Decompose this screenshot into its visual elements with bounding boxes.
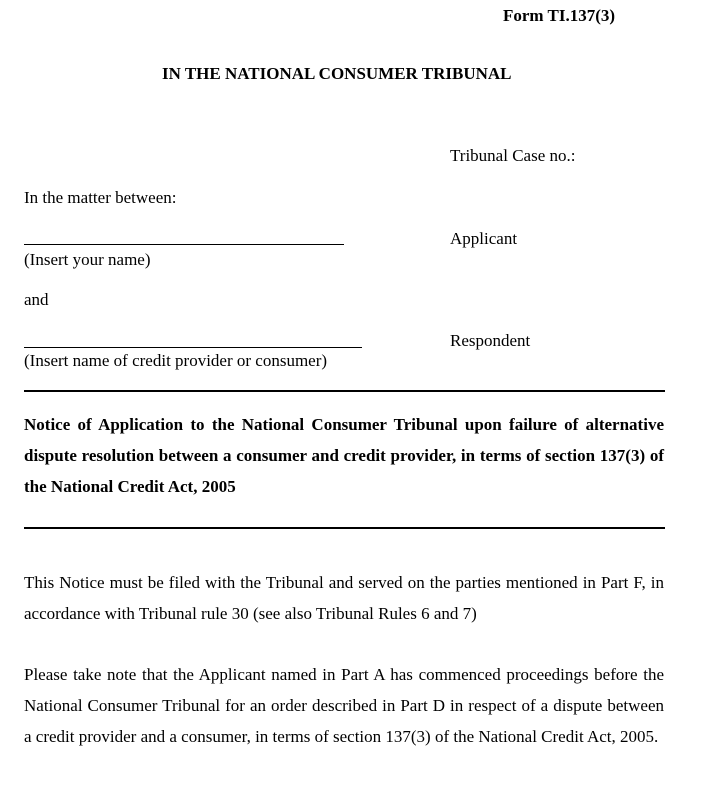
respondent-name-line[interactable] (24, 347, 362, 348)
applicant-name-line[interactable] (24, 244, 344, 245)
matter-between-label: In the matter between: (24, 188, 177, 207)
form-number: Form TI.137(3) (503, 6, 616, 25)
notice-title: Notice of Application to the National Consumer Tribunal upon failure of alternative dispute resolution between a consumer and credit provider, in terms of section 137(3) of the National Credit Act, 2005 (24, 415, 664, 496)
applicant-hint: (Insert your name) (24, 250, 151, 269)
divider-bottom (24, 527, 665, 529)
divider-top (24, 390, 665, 392)
proceedings-note: Please take note that the Applicant named in Part A has commenced proceedings before the National Consumer Tribunal for an order described in Part D in respect of a dispute between a credit provider and a consumer, in terms of section 137(3) of the National Credit Act, 2005. (24, 665, 664, 746)
case-number-label: Tribunal Case no.: (450, 146, 576, 165)
applicant-label: Applicant (450, 229, 518, 248)
respondent-hint: (Insert name of credit provider or consumer) (24, 351, 328, 370)
and-text: and (24, 290, 49, 309)
respondent-label: Respondent (450, 331, 531, 350)
filing-note: This Notice must be filed with the Tribunal and served on the parties mentioned in Part F, in accordance with Tribunal rule 30 (see also Tribunal Rules 6 and 7) (24, 573, 664, 623)
page-title: IN THE NATIONAL CONSUMER TRIBUNAL (162, 64, 512, 83)
